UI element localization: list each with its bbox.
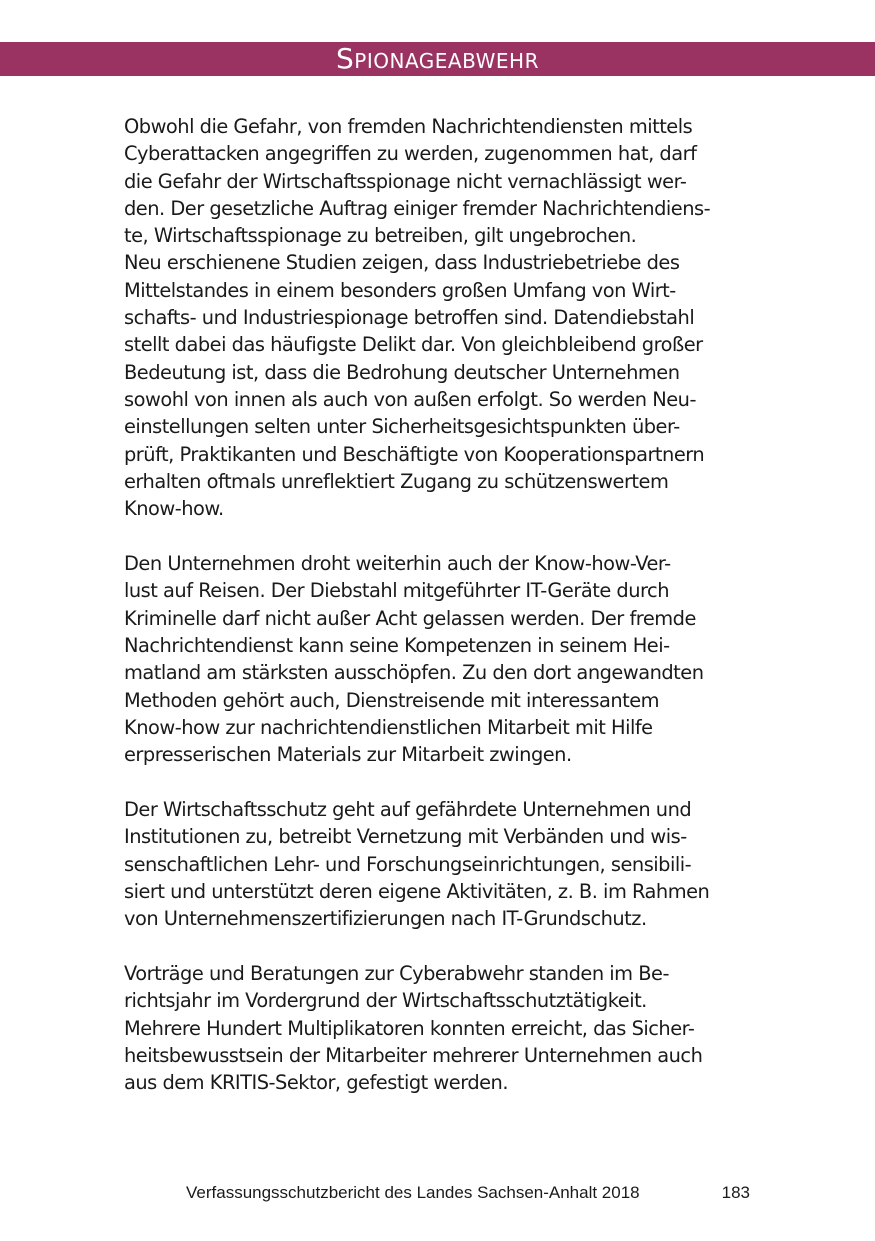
text-line: sowohl von innen als auch von außen erfolgt. So werden Neu- [124, 387, 696, 411]
text-line: heitsbewusstsein der Mitarbeiter mehrerer Unternehmen auch [124, 1043, 703, 1067]
text-line: Mittelstandes in einem besonders großen Umfang von Wirt- [124, 278, 676, 302]
text-line: die Gefahr der Wirtschaftsspionage nicht vernachlässigt wer- [124, 169, 687, 193]
text-line: matland am stärksten ausschöpfen. Zu den dort angewandten [124, 661, 704, 685]
text-line: te, Wirtschaftsspionage zu betreiben, gilt ungebrochen. [124, 224, 637, 248]
footer-publication-title: Verfassungsschutzbericht des Landes Sachsen-Anhalt 2018 [186, 1183, 640, 1202]
section-title: Spionageabwehr [336, 42, 539, 75]
text-line: Vorträge und Beratungen zur Cyberabwehr standen im Be- [124, 962, 669, 986]
text-line: Know-how zur nachrichtendienstlichen Mitarbeit mit Hilfe [124, 715, 653, 739]
text-line: schafts- und Industriespionage betroffen sind. Datendiebstahl [124, 306, 695, 330]
text-line: aus dem KRITIS-Sektor, gefestigt werden. [124, 1071, 509, 1095]
section-header-band [0, 42, 875, 76]
text-line: Institutionen zu, betreibt Vernetzung mit Verbänden und wis- [124, 825, 687, 849]
text-line: siert und unterstützt deren eigene Aktivitäten, z. B. im Rahmen [124, 879, 710, 903]
text-line: Bedeutung ist, dass die Bedrohung deutscher Unternehmen [124, 360, 680, 384]
paragraph [124, 960, 754, 1096]
text-line: Know-how. [124, 497, 224, 521]
text-line: lust auf Reisen. Der Diebstahl mitgeführter IT-Geräte durch [124, 579, 670, 603]
paragraph [124, 550, 754, 768]
text-line: den. Der gesetzliche Auftrag einiger fremder Nachrichtendiens- [124, 196, 711, 220]
body-text [124, 113, 754, 1097]
text-line: Cyberattacken angegriffen zu werden, zugenommen hat, darf [124, 142, 697, 166]
text-line: prüft, Praktikanten und Beschäftigte von Kooperationspartnern [124, 442, 705, 466]
text-line: Nachrichtendienst kann seine Kompetenzen in seinem Hei- [124, 633, 670, 657]
paragraph-gap [124, 933, 754, 961]
text-line: Den Unternehmen droht weiterhin auch der Know-how-Ver- [124, 552, 671, 576]
paragraph-gap [124, 522, 754, 550]
text-line: erhalten oftmals unreflektiert Zugang zu schützenswertem [124, 469, 669, 493]
text-line: einstellungen selten unter Sicherheitsgesichtspunkten über- [124, 415, 680, 439]
text-line: Neu erschienene Studien zeigen, dass Industriebetriebe des [124, 251, 680, 275]
text-line: Der Wirtschaftsschutz geht auf gefährdete Unternehmen und [124, 798, 692, 822]
text-line: Obwohl die Gefahr, von fremden Nachrichtendiensten mittels [124, 115, 693, 138]
text-line: erpresserischen Materials zur Mitarbeit zwingen. [124, 743, 572, 767]
text-line: stellt dabei das häufigste Delikt dar. Von gleichbleibend großer [124, 333, 703, 357]
paragraph [124, 113, 754, 522]
page-number: 183 [721, 1183, 750, 1202]
text-line: von Unternehmenszertifizierungen nach IT-Grundschutz. [124, 907, 647, 931]
text-line: senschaftlichen Lehr- und Forschungseinrichtungen, sensibili- [124, 852, 692, 876]
text-line: richtsjahr im Vordergrund der Wirtschaftsschutztätigkeit. [124, 989, 647, 1013]
text-line: Kriminelle darf nicht außer Acht gelassen werden. Der fremde [124, 606, 696, 630]
text-line: Mehrere Hundert Multiplikatoren konnten erreicht, das Sicher- [124, 1016, 695, 1040]
text-line: Methoden gehört auch, Dienstreisende mit interessantem [124, 688, 660, 712]
paragraph-gap [124, 768, 754, 796]
paragraph [124, 796, 754, 932]
